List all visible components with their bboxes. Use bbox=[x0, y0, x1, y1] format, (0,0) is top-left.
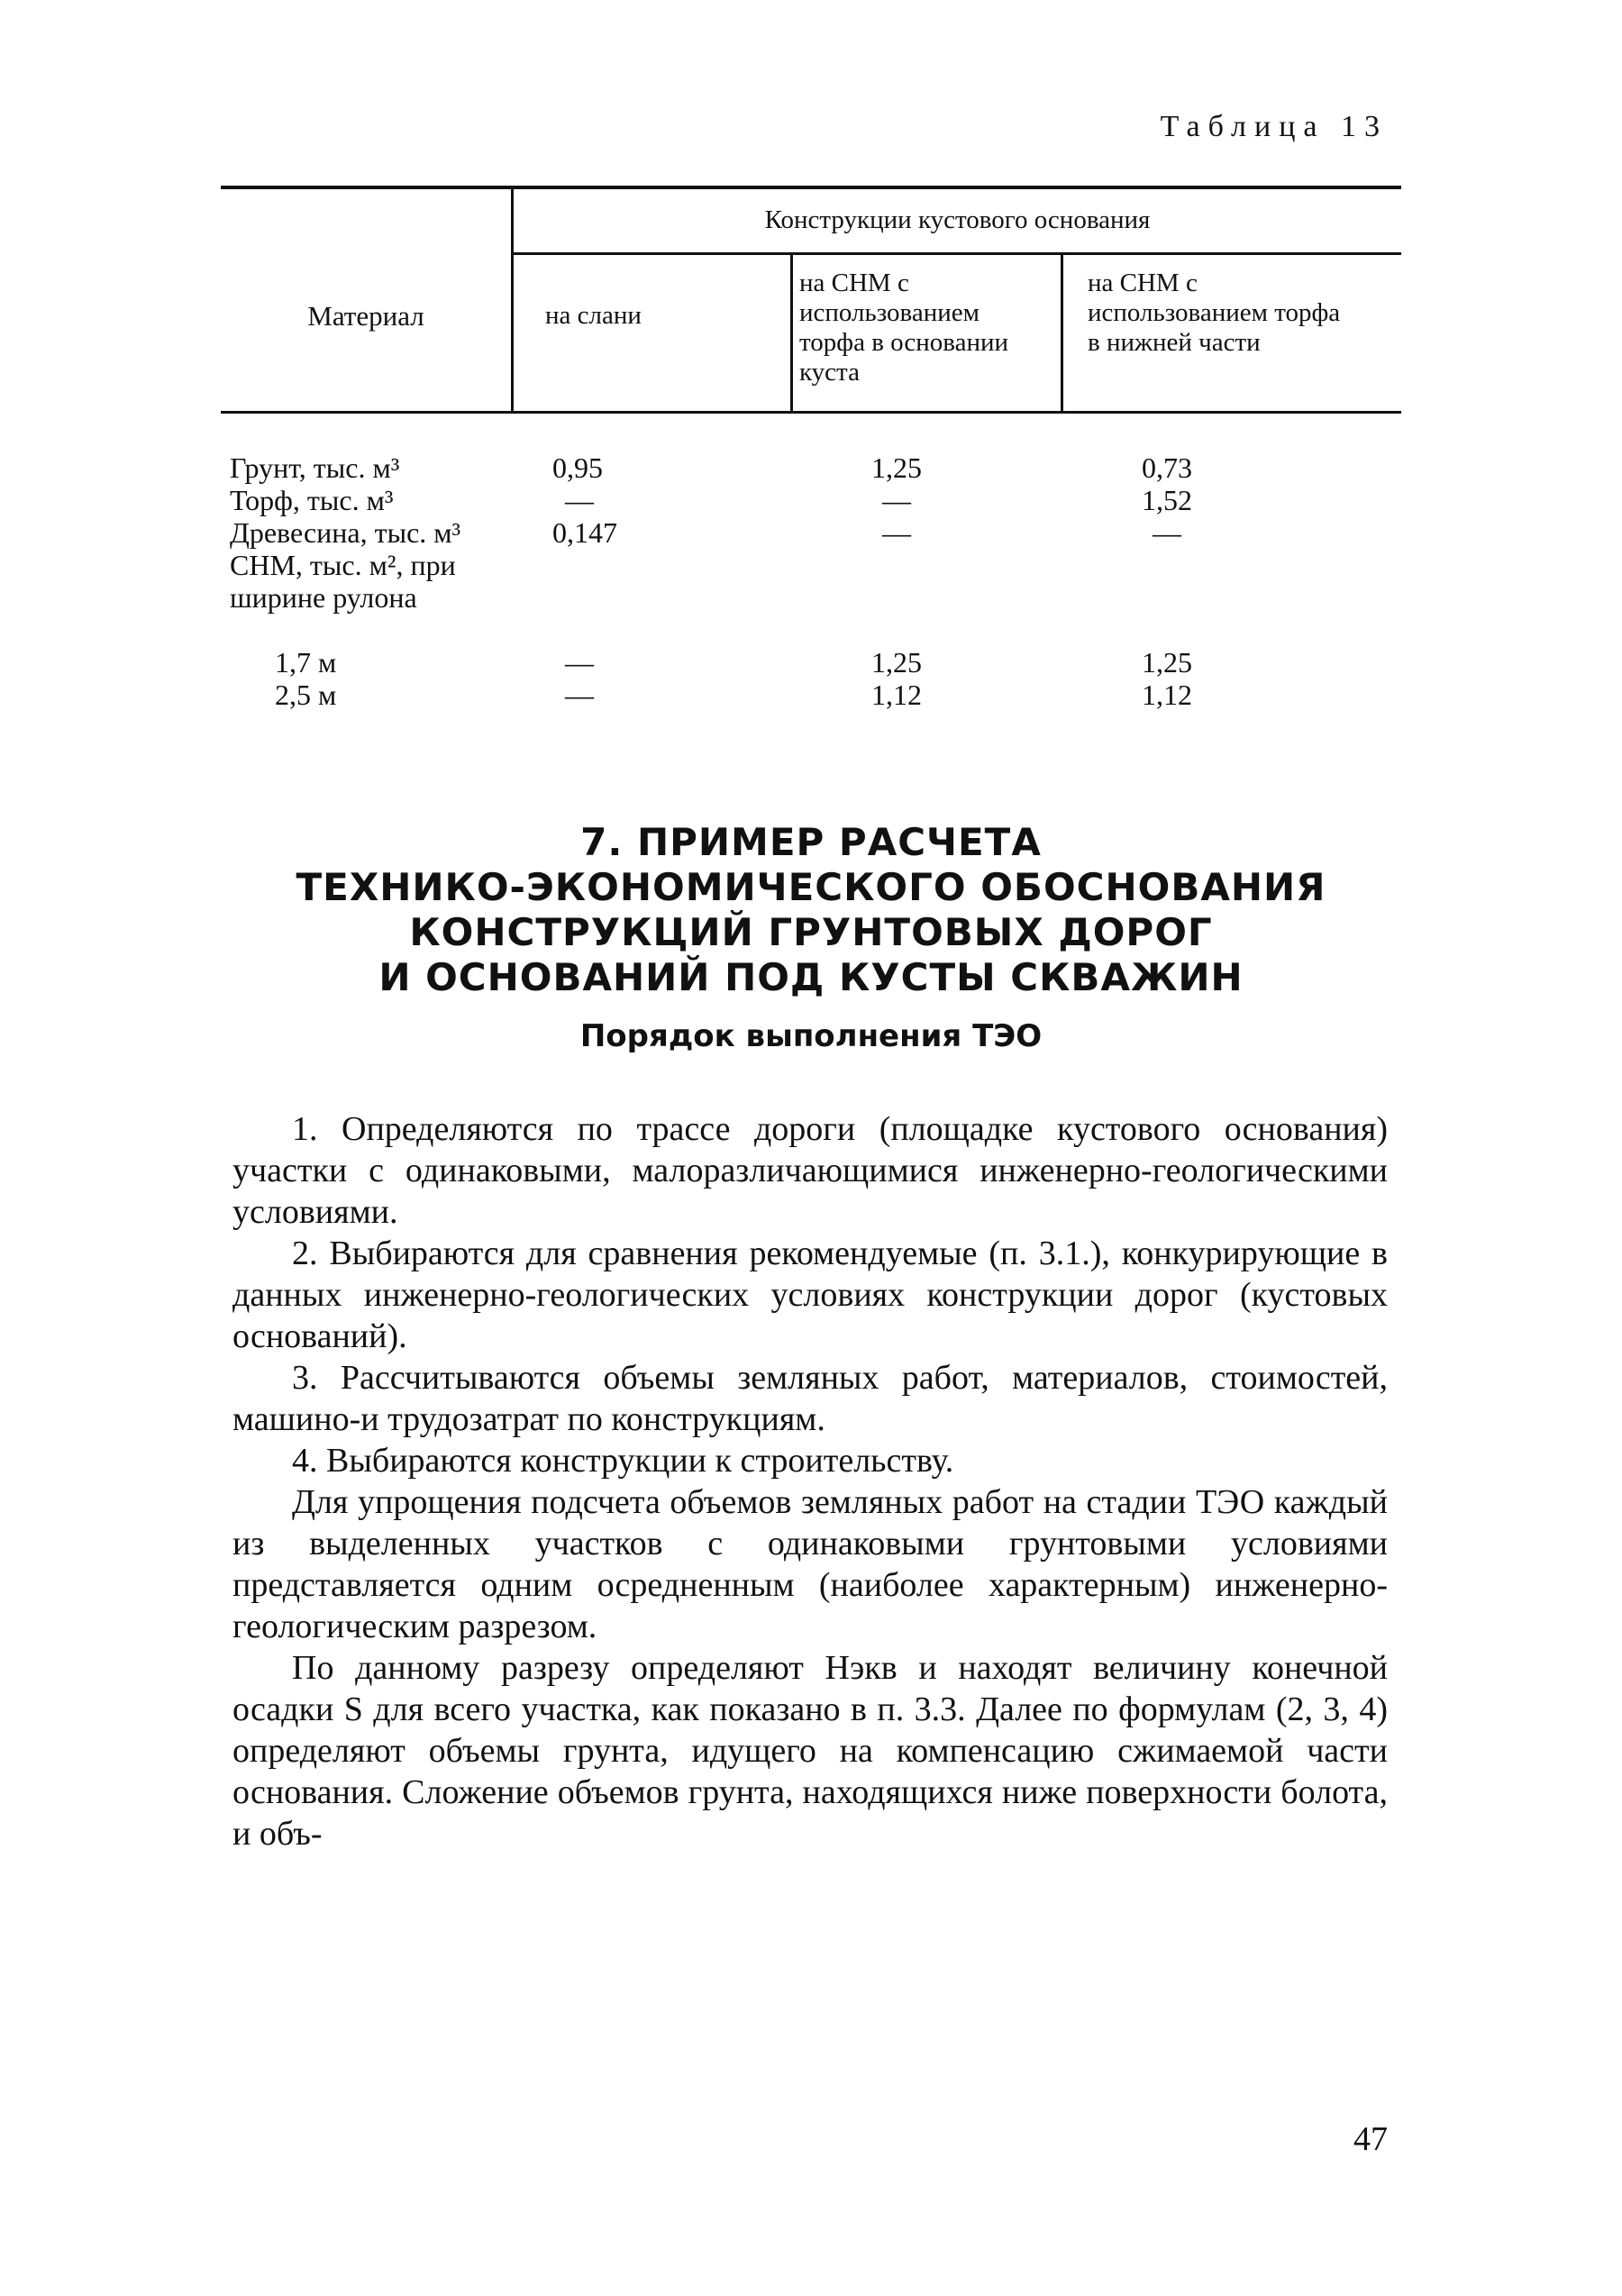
paragraph: 2. Выбираются для сравнения рекомендуемые (п. 3.1.), конкурирующие в данных инженерно-геологических условиях конструкции дорог (кустовых оснований). bbox=[232, 1235, 1388, 1355]
header-col-snm-osn: на СНМ с использованием торфа в основании куста bbox=[799, 269, 1008, 387]
cell-snm-low: 0,73 bbox=[1142, 451, 1192, 484]
group-header-rule bbox=[514, 252, 1401, 255]
cell-snm-osn: 1,25 bbox=[871, 451, 922, 484]
body-text bbox=[232, 1108, 1388, 1854]
cell-snm-low: — bbox=[1153, 516, 1181, 549]
cell-snm-low: 1,12 bbox=[1142, 679, 1192, 711]
table-row bbox=[221, 451, 1401, 484]
header-col-snm-low: на СНМ с использованием торфа в нижней части bbox=[1088, 269, 1341, 357]
table-top-rule bbox=[221, 186, 1401, 189]
section-title-line: КОНСТРУКЦИЙ ГРУНТОВЫХ ДОРОГ bbox=[409, 910, 1213, 954]
section-title bbox=[221, 820, 1401, 1000]
cell-material: Грунт, тыс. м³ bbox=[230, 451, 400, 484]
table-row bbox=[221, 679, 1401, 711]
paragraph: 4. Выбираются конструкции к строительству. bbox=[292, 1442, 954, 1480]
cell-slani: — bbox=[565, 646, 594, 679]
cell-snm-osn: 1,25 bbox=[871, 646, 922, 679]
cell-slani: — bbox=[565, 484, 594, 516]
cell-slani: 0,95 bbox=[552, 451, 603, 484]
header-material: Материал bbox=[307, 300, 424, 332]
cell-snm-low: 1,52 bbox=[1142, 484, 1192, 516]
paragraph: 3. Рассчитываются объемы земляных работ, материалов, стоимостей, машино-и трудозатрат по конструкциям. bbox=[232, 1359, 1388, 1438]
section-title-line: 7. ПРИМЕР РАСЧЕТА bbox=[580, 820, 1042, 864]
cell-snm-low: 1,25 bbox=[1142, 646, 1192, 679]
cell-snm-osn: — bbox=[882, 484, 911, 516]
table-caption: Таблица 13 bbox=[1160, 110, 1388, 143]
section-subtitle: Порядок выполнения ТЭО bbox=[579, 1018, 1043, 1054]
section-title-line: И ОСНОВАНИЙ ПОД КУСТЫ СКВАЖИН bbox=[378, 955, 1244, 999]
header-bottom-rule bbox=[221, 411, 1401, 414]
cell-material: Древесина, тыс. м³ bbox=[230, 516, 461, 549]
cell-snm-osn: 1,12 bbox=[871, 679, 922, 711]
table-row bbox=[221, 516, 1401, 549]
paragraph: 1. Определяются по трассе дороги (площадке кустового основания) участки с одинаковыми, малоразличающимися инженерно-геологическими условиями. bbox=[232, 1110, 1388, 1231]
cell-material: СНМ, тыс. м², при ширине рулона bbox=[230, 549, 456, 614]
table-row bbox=[221, 484, 1401, 516]
page-number: 47 bbox=[1353, 2120, 1388, 2158]
col-divider-3 bbox=[1061, 255, 1063, 411]
table-row bbox=[221, 549, 1401, 646]
paragraph: Для упрощения подсчета объемов земляных работ на стадии ТЭО каждый из выделенных участков с одинаковыми грунтовыми условиями представляется одним осредненным (наиболее характерным) инженерно-геологическим разрезом. bbox=[232, 1483, 1388, 1645]
cell-material: Торф, тыс. м³ bbox=[230, 484, 394, 516]
cell-material: 2,5 м bbox=[275, 679, 337, 711]
cell-snm-osn: — bbox=[882, 516, 911, 549]
cell-slani: 0,147 bbox=[552, 516, 617, 549]
col-divider-2 bbox=[790, 255, 793, 411]
header-group: Конструкции кустового основания bbox=[764, 205, 1151, 234]
cell-material: 1,7 м bbox=[275, 646, 337, 679]
paragraph: По данному разрезу определяют Нэкв и находят величину конечной осадки S для всего участка, как показано в п. 3.3. Далее по формулам (2, 3, 4) определяют объемы грунта, идущего на компенсацию сжимаемой части основания. Сложение объемов грунта, находящихся ниже поверхности болота, и объ- bbox=[232, 1649, 1388, 1853]
cell-slani: — bbox=[565, 679, 594, 711]
header-col-slani: на слани bbox=[545, 301, 642, 330]
section-title-line: ТЕХНИКО-ЭКОНОМИЧЕСКОГО ОБОСНОВАНИЯ bbox=[296, 865, 1326, 909]
table-row bbox=[221, 646, 1401, 679]
